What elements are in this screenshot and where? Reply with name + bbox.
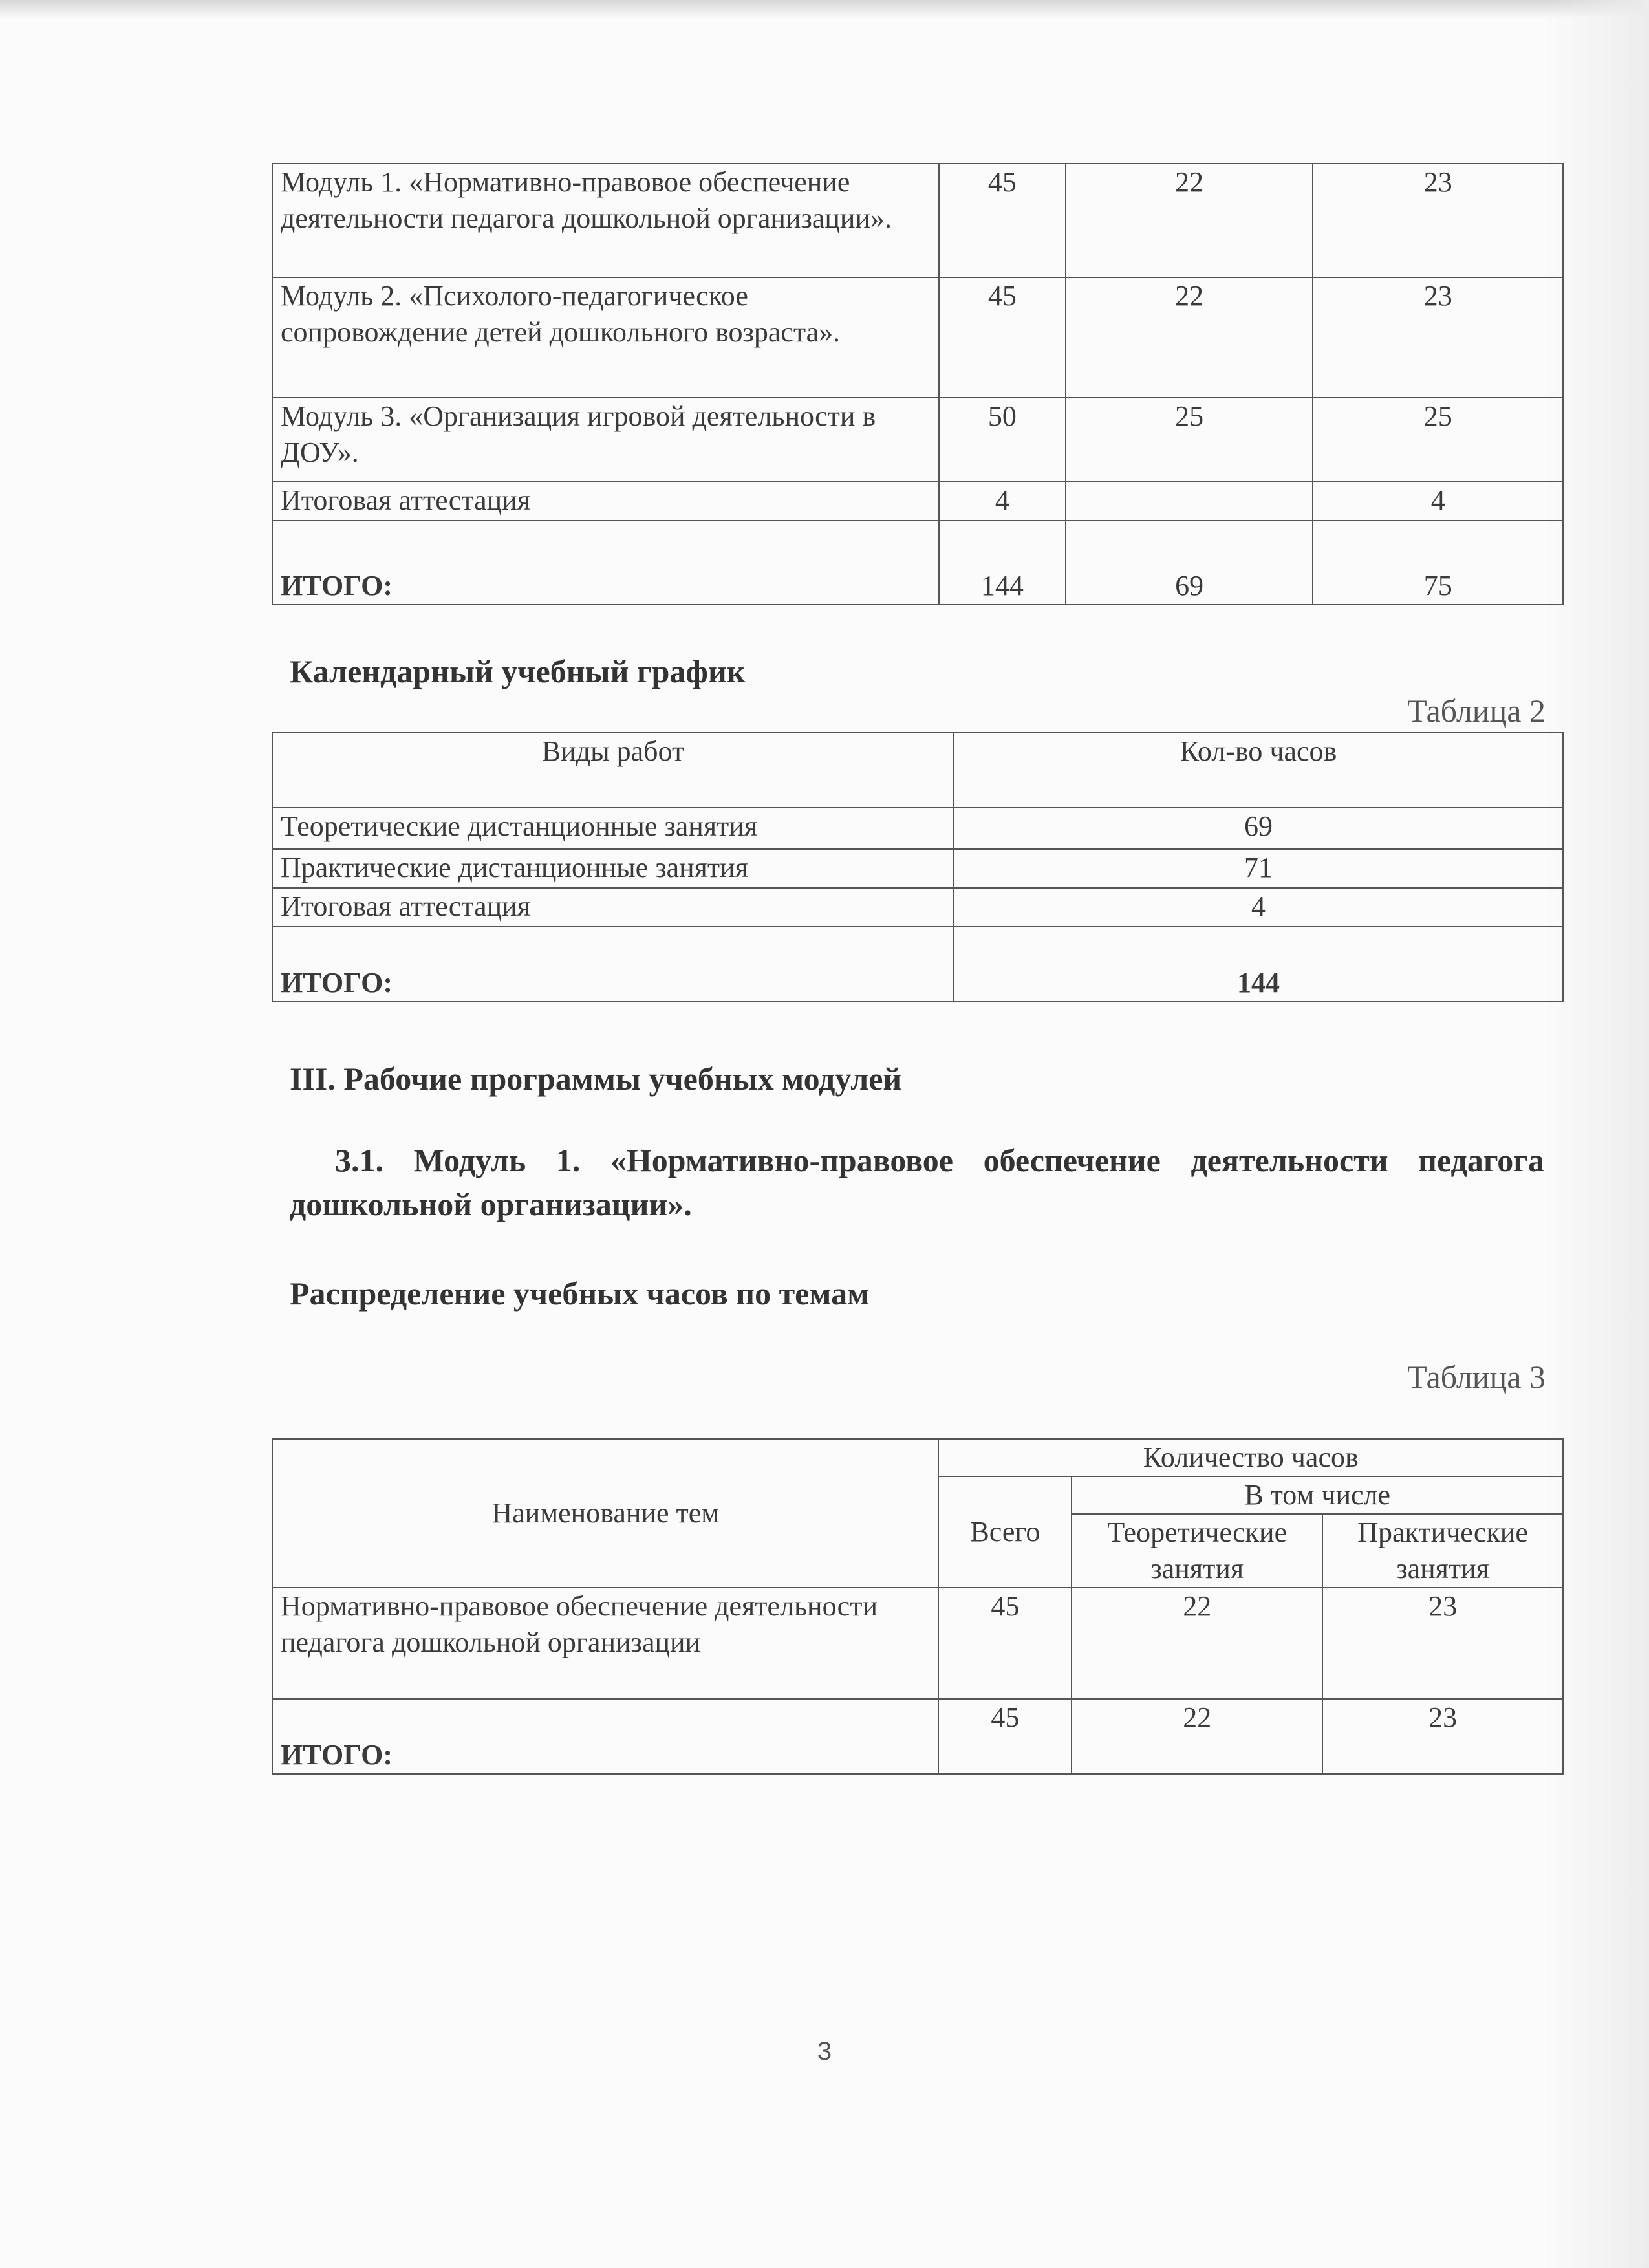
practice-hours-cell: 4 (1313, 482, 1563, 521)
theory-header: Теоретические занятия (1072, 1514, 1322, 1588)
table-row (272, 1588, 1563, 1699)
practice-hours-cell: 23 (1322, 1699, 1563, 1774)
total-hours-cell: 45 (938, 1588, 1072, 1699)
topics-hours-table (272, 1438, 1564, 1775)
total-label-cell: ИТОГО: (272, 927, 954, 1002)
hours-header: Кол-во часов (954, 733, 1563, 808)
table-row (272, 849, 1563, 888)
theory-hours-cell (1066, 482, 1313, 521)
module-1-subtitle: 3.1. Модуль 1. «Нормативно-правовое обеспечение деятельности педагога дошкольной организации». (290, 1142, 1544, 1222)
module-name-cell: Итоговая аттестация (272, 482, 939, 521)
total-hours-cell: 50 (939, 398, 1066, 482)
total-hours-cell: 45 (938, 1699, 1072, 1774)
calendar-schedule-table (272, 732, 1564, 1002)
scan-shade-top (0, 0, 1649, 18)
practice-hours-cell: 25 (1313, 398, 1563, 482)
total-hours-cell: 144 (939, 521, 1066, 605)
table-header-row (272, 733, 1563, 808)
total-row (272, 927, 1563, 1002)
total-row (272, 521, 1563, 605)
table-row (272, 164, 1563, 277)
hours-header: Количество часов (938, 1439, 1563, 1476)
kind-cell: Практические дистанционные занятия (272, 849, 954, 888)
table-header-row (272, 1439, 1563, 1476)
module-name-cell: Модуль 3. «Организация игровой деятельности в ДОУ». (272, 398, 939, 482)
including-header: В том числе (1072, 1476, 1563, 1514)
kind-cell: Теоретические дистанционные занятия (272, 808, 954, 849)
module-name-cell: Модуль 1. «Нормативно-правовое обеспечение деятельности педагога дошкольной организации». (272, 164, 939, 277)
total-header: Всего (938, 1476, 1072, 1588)
table-2-caption: Таблица 2 (1407, 693, 1546, 729)
kind-cell: Итоговая аттестация (272, 888, 954, 927)
table-row (272, 277, 1563, 398)
theory-hours-cell: 22 (1066, 164, 1313, 277)
practice-header: Практические занятия (1322, 1514, 1563, 1588)
theory-hours-cell: 22 (1072, 1699, 1322, 1774)
total-hours-cell: 45 (939, 277, 1066, 398)
table-row (272, 888, 1563, 927)
total-hours-cell: 45 (939, 164, 1066, 277)
calendar-schedule-title: Календарный учебный график (290, 653, 746, 689)
theory-hours-cell: 22 (1066, 277, 1313, 398)
total-hours-cell: 4 (939, 482, 1066, 521)
hours-cell: 69 (954, 808, 1563, 849)
table-row (272, 398, 1563, 482)
theory-hours-cell: 25 (1066, 398, 1313, 482)
total-label-cell: ИТОГО: (272, 1699, 938, 1774)
theory-hours-cell: 22 (1072, 1588, 1322, 1699)
distribution-title: Распределение учебных часов по темам (290, 1275, 870, 1312)
total-label-cell: ИТОГО: (272, 521, 939, 605)
hours-cell: 4 (954, 888, 1563, 927)
table-3-caption: Таблица 3 (1407, 1359, 1546, 1395)
modules-hours-table (272, 163, 1564, 605)
total-row (272, 1699, 1563, 1774)
theory-hours-cell: 69 (1066, 521, 1313, 605)
topic-header: Наименование тем (272, 1439, 938, 1588)
practice-hours-cell: 23 (1313, 164, 1563, 277)
total-hours-cell: 144 (954, 927, 1563, 1002)
module-name-cell: Модуль 2. «Психолого-педагогическое сопровождение детей дошкольного возраста». (272, 277, 939, 398)
practice-hours-cell: 23 (1322, 1588, 1563, 1699)
practice-hours-cell: 23 (1313, 277, 1563, 398)
practice-hours-cell: 75 (1313, 521, 1563, 605)
kind-header: Виды работ (272, 733, 954, 808)
topic-name-cell: Нормативно-правовое обеспечение деятельности педагога дошкольной организации (272, 1588, 938, 1699)
page-number: 3 (817, 2037, 832, 2066)
table-row (272, 808, 1563, 849)
section-3-title: III. Рабочие программы учебных модулей (290, 1061, 902, 1097)
hours-cell: 71 (954, 849, 1563, 888)
table-row (272, 482, 1563, 521)
